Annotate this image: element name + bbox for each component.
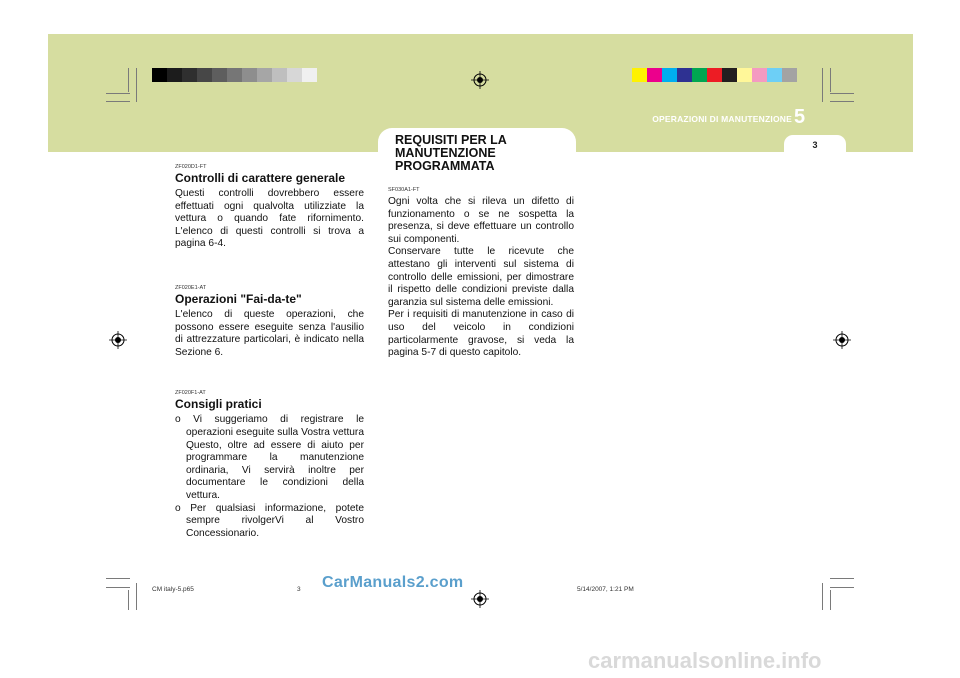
paragraph: Conservare tutte le ricevute che attestano gli interventi sul sistema di controllo delle emissioni, per dimostrare il rispetto delle condizioni previste dalla garanzia sul sistema delle emissioni. bbox=[388, 246, 574, 308]
page-number-tab: 3 bbox=[784, 135, 846, 153]
section-code: SF030A1-FT bbox=[388, 187, 420, 193]
crop-mark bbox=[822, 68, 823, 102]
registration-mark-icon bbox=[833, 331, 851, 349]
crop-mark bbox=[830, 578, 854, 579]
bullet-item: o Vi suggeriamo di registrare le operazioni eseguite sulla Vostra vettura Questo, oltre ad essere di aiuto per programmare la manutenzione ordinaria, Vi servirà inoltre per documentare le condizioni della vettura. bbox=[175, 414, 364, 501]
color-swatch bbox=[302, 68, 317, 82]
gray-color-bar bbox=[152, 68, 317, 82]
crop-mark bbox=[106, 93, 130, 94]
color-swatch bbox=[212, 68, 227, 82]
registration-mark-icon bbox=[471, 71, 489, 89]
color-swatch bbox=[287, 68, 302, 82]
section-text: Questi controlli dovrebbero essere effettuati ogni qualvolta utilizziate la vettura o quando fate rifornimento. L'elenco di questi controlli si trova a pagina 6-4. bbox=[175, 188, 364, 250]
paragraph: Ogni volta che si rileva un difetto di funzionamento o se ne sospetta la presenza, si deve effettuare un controllo sui componenti. bbox=[388, 196, 574, 245]
color-swatch bbox=[767, 68, 782, 82]
footer-filename: CM italy-5.p65 bbox=[152, 586, 194, 593]
color-swatch bbox=[647, 68, 662, 82]
crop-mark bbox=[106, 101, 130, 102]
section-heading: Consigli pratici bbox=[175, 397, 262, 412]
color-swatch bbox=[167, 68, 182, 82]
footer-page: 3 bbox=[297, 586, 301, 593]
site-watermark[interactable]: carmanualsonline.info bbox=[588, 648, 822, 673]
section-text: L'elenco di queste operazioni, che possono essere eseguite senza l'ausilio di attrezzature particolari, è indicato nella Sezione 6. bbox=[175, 308, 364, 358]
color-swatch bbox=[707, 68, 722, 82]
color-bar bbox=[632, 68, 797, 82]
crop-mark bbox=[128, 590, 129, 610]
section-number: 5 bbox=[794, 106, 806, 128]
color-swatch bbox=[242, 68, 257, 82]
color-swatch bbox=[737, 68, 752, 82]
color-swatch bbox=[782, 68, 797, 82]
crop-mark bbox=[128, 68, 129, 92]
color-swatch bbox=[257, 68, 272, 82]
bullet-item: o Per qualsiasi informazione, potete sempre rivolgerVi al Vostro Concessionario. bbox=[175, 502, 364, 539]
left-column bbox=[175, 164, 364, 540]
color-swatch bbox=[722, 68, 737, 82]
footer-timestamp: 5/14/2007, 1:21 PM bbox=[577, 586, 634, 593]
section-code: ZF020F1-AT bbox=[175, 390, 206, 397]
color-swatch bbox=[227, 68, 242, 82]
color-swatch bbox=[272, 68, 287, 82]
crop-mark bbox=[830, 101, 854, 102]
section-code: ZF020E1-AT bbox=[175, 284, 207, 291]
crop-mark bbox=[822, 583, 823, 610]
color-swatch bbox=[152, 68, 167, 82]
color-swatch bbox=[752, 68, 767, 82]
color-swatch bbox=[677, 68, 692, 82]
right-column bbox=[388, 187, 574, 360]
color-swatch bbox=[632, 68, 647, 82]
color-swatch bbox=[197, 68, 212, 82]
crop-mark bbox=[830, 93, 854, 94]
crop-mark bbox=[830, 587, 854, 588]
color-swatch bbox=[692, 68, 707, 82]
crop-mark bbox=[106, 578, 130, 579]
color-swatch bbox=[182, 68, 197, 82]
paragraph: Per i requisiti di manutenzione in caso di uso del veicolo in condizioni particolarmente gravose, si veda la pagina 5-7 di questo capitolo. bbox=[388, 309, 574, 359]
section-heading: Operazioni "Fai-da-te" bbox=[175, 291, 302, 306]
section-code: ZF020D1-FT bbox=[175, 164, 207, 170]
registration-mark-icon bbox=[109, 331, 127, 349]
crop-mark bbox=[136, 68, 137, 102]
requirements-title: REQUISITI PER LA MANUTENZIONE PROGRAMMATA bbox=[395, 133, 507, 173]
crop-mark bbox=[106, 587, 130, 588]
section-title: OPERAZIONI DI MANUTENZIONE bbox=[652, 114, 792, 124]
color-swatch bbox=[662, 68, 677, 82]
crop-mark bbox=[830, 590, 831, 610]
section-heading: Controlli di carattere generale bbox=[175, 171, 346, 185]
crop-mark bbox=[830, 68, 831, 92]
watermark-logo[interactable]: CarManuals2.com bbox=[322, 574, 464, 591]
crop-mark bbox=[136, 583, 137, 610]
registration-mark-icon bbox=[471, 590, 489, 608]
